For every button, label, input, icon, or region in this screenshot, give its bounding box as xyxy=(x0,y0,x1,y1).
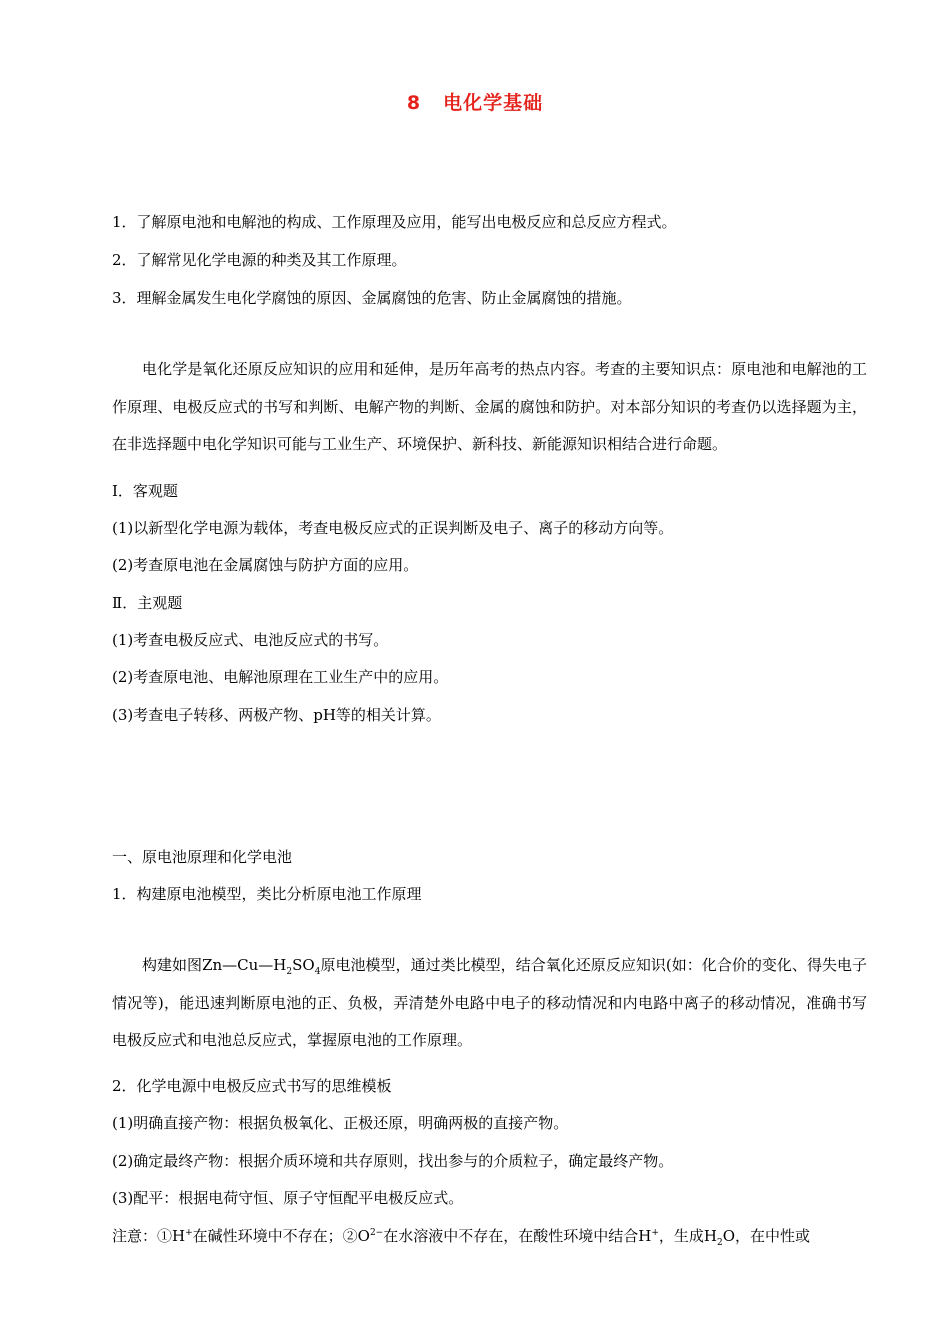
objective-2: 2．了解常见化学电源的种类及其工作原理。 xyxy=(112,251,407,269)
subjective-question-1: (1)考查电极反应式、电池反应式的书写。 xyxy=(112,631,389,649)
note-line xyxy=(112,1226,810,1246)
note-part-c: 在水溶液中不存在，在酸性环境中结合H xyxy=(383,1227,652,1245)
model-sub-1: 2 xyxy=(286,967,293,977)
subjective-question-2: (2)考查原电池、电解池原理在工业生产中的应用。 xyxy=(112,668,449,686)
section-heading: 一、原电池原理和化学电池 xyxy=(112,848,293,866)
note-part-a: 注意：①H xyxy=(112,1227,186,1245)
model-paragraph xyxy=(112,947,867,1060)
step-3: (3)配平：根据电荷守恒、原子守恒配平电极反应式。 xyxy=(112,1189,464,1207)
step-2: (2)确定最终产物：根据介质环境和共存原则，找出参与的介质粒子，确定最终产物。 xyxy=(112,1152,674,1170)
subjective-question-3: (3)考查电子转移、两极产物、pH等的相关计算。 xyxy=(112,706,441,724)
model-sub-2: 4 xyxy=(314,967,321,977)
subjective-questions-heading: Ⅱ．主观题 xyxy=(112,594,183,612)
note-sup-c: + xyxy=(651,1228,659,1238)
note-part-b: 在碱性环境中不存在；②O xyxy=(192,1227,370,1245)
title-text: 电化学基础 xyxy=(443,92,544,114)
model-text-mid: SO xyxy=(292,956,315,974)
model-text-post: 原电池模型，通过类比模型，结合氧化还原反应知识(如：化合价的变化、得失电子情况等)，能迅速判断原电池的正、负极，弄清楚外电路中电子的移动情况和内电路中离子的移动情况，准确书写电极反应式和电池总反应式，掌握原电池的工作原理。 xyxy=(112,956,867,1049)
title-number: 8 xyxy=(406,92,422,114)
note-sub-d: 2 xyxy=(716,1238,723,1248)
note-part-d: ，生成H xyxy=(658,1227,717,1245)
objective-questions-heading: Ⅰ．客观题 xyxy=(112,482,178,500)
note-sup-a: + xyxy=(185,1228,193,1238)
objective-3: 3．理解金属发生电化学腐蚀的原因、金属腐蚀的危害、防止金属腐蚀的措施。 xyxy=(112,289,632,307)
subsection-2-heading: 2．化学电源中电极反应式书写的思维模板 xyxy=(112,1077,392,1095)
objective-1: 1．了解原电池和电解池的构成、工作原理及应用，能写出电极反应和总反应方程式。 xyxy=(112,213,677,231)
objective-question-2: (2)考查原电池在金属腐蚀与防护方面的应用。 xyxy=(112,556,419,574)
page-title xyxy=(0,88,950,115)
note-part-e: O，在中性或 xyxy=(722,1227,811,1245)
step-1: (1)明确直接产物：根据负极氧化、正极还原，明确两极的直接产物。 xyxy=(112,1114,569,1132)
objective-question-1: (1)以新型化学电源为载体，考查电极反应式的正误判断及电子、离子的移动方向等。 xyxy=(112,519,674,537)
model-text-pre: 构建如图Zn—Cu—H xyxy=(142,956,287,974)
overview-paragraph: 电化学是氧化还原反应知识的应用和延伸，是历年高考的热点内容。考查的主要知识点：原电池和电解池的工作原理、电极反应式的书写和判断、电解产物的判断、金属的腐蚀和防护。对本部分知识的考查仍以选择题为主，在非选择题中电化学知识可能与工业生产、环境保护、新科技、新能源知识相结合进行命题。 xyxy=(112,360,867,453)
note-sup-b: 2− xyxy=(369,1228,384,1238)
subsection-1-heading: 1．构建原电池模型，类比分析原电池工作原理 xyxy=(112,885,422,903)
